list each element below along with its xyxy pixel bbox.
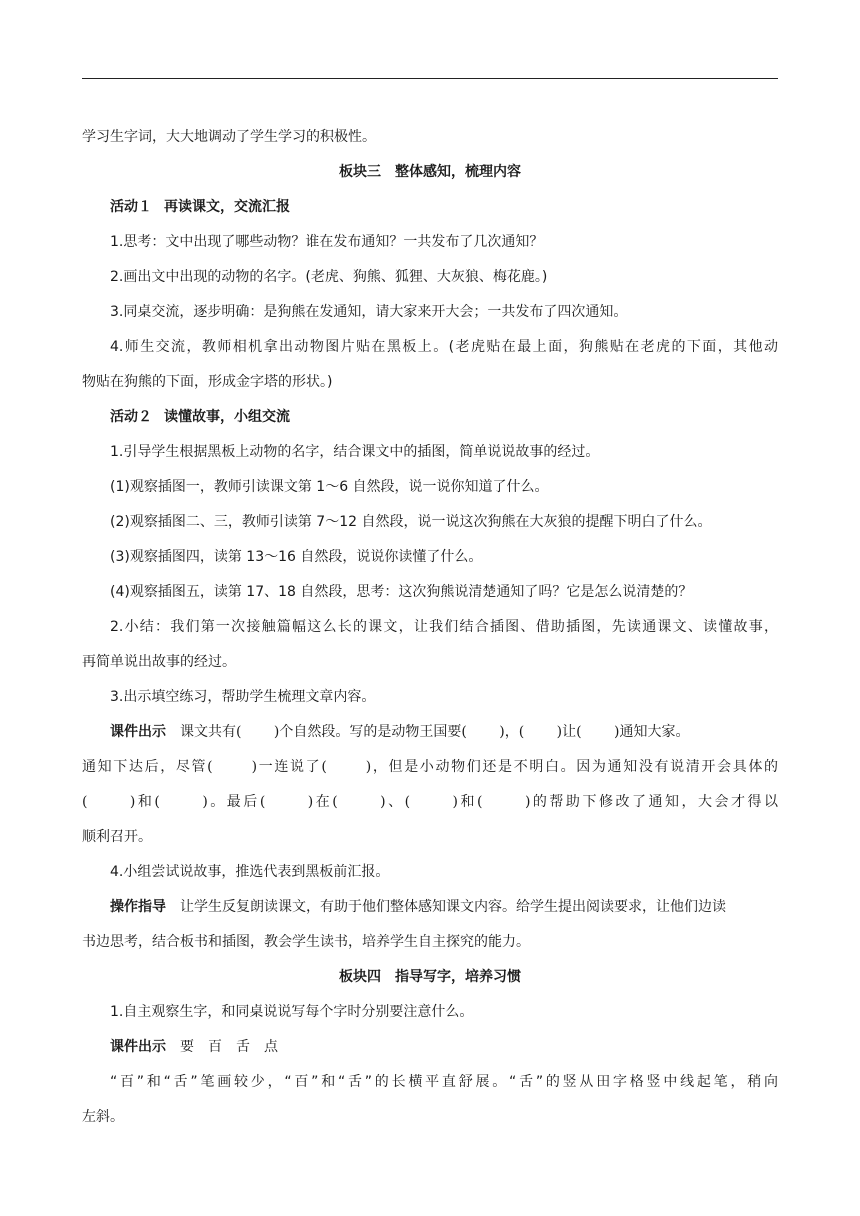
activity-two-item-3: 3.出示填空练习，帮助学生梳理文章内容。 xyxy=(110,689,376,705)
activity-one-title: 再读课文，交流汇报 xyxy=(164,199,290,215)
paragraph-continuation: 学习生字词，大大地调动了学生学习的积极性。 xyxy=(82,129,376,145)
activity-two-subitem-2: (2)观察插图二、三，教师引读第 7～12 自然段，说一说这次狗熊在大灰狼的提醒下明白了什么。 xyxy=(110,514,712,530)
activity-two-summary-line-2: 再简单说出故事的经过。 xyxy=(82,654,236,670)
activity-two-heading xyxy=(82,400,778,435)
activity-one-item-4-line-1: 4.师生交流，教师相机拿出动物图片贴在黑板上。(老虎贴在最上面，狗熊贴在老虎的下面，其他动 xyxy=(110,339,778,355)
courseware-characters-line xyxy=(82,1030,778,1065)
courseware-fill-line-3: ( )和( )。最后( )在( )、( )和( )的帮助下修改了通知，大会才得以 xyxy=(82,794,778,810)
activity-two-summary-line-1: 2.小结：我们第一次接触篇幅这么长的课文，让我们结合插图、借助插图，先读通课文、读懂故事， xyxy=(110,619,778,635)
section-four-heading: 板块四 指导写字，培养习惯 xyxy=(339,969,521,985)
activity-one-item-2: 2.画出文中出现的动物的名字。(老虎、狗熊、狐狸、大灰狼、梅花鹿。) xyxy=(110,269,548,285)
header-rule xyxy=(82,78,778,79)
courseware-label: 课件出示 xyxy=(110,724,166,740)
activity-one-item-1: 1.思考：文中出现了哪些动物？谁在发布通知？一共发布了几次通知？ xyxy=(110,234,544,250)
activity-two-item-4: 4.小组尝试说故事，推选代表到黑板前汇报。 xyxy=(110,864,390,880)
activity-one-heading xyxy=(82,190,778,225)
courseware-fill-line-1 xyxy=(82,715,778,750)
document-body xyxy=(82,120,778,1135)
courseware-fill-line-4: 顺利召开。 xyxy=(82,829,152,845)
section-three-heading: 板块三 整体感知，梳理内容 xyxy=(339,164,521,180)
courseware-characters: 要 百 舌 点 xyxy=(180,1039,278,1055)
activity-two-item-1: 1.引导学生根据黑板上动物的名字，结合课文中的插图，简单说说故事的经过。 xyxy=(110,444,600,460)
operation-guide-line-2: 书边思考，结合板书和插图，教会学生读书，培养学生自主探究的能力。 xyxy=(82,934,530,950)
courseware-fill-text-1: 课文共有( )个自然段。写的是动物王国要( )，( )让( )通知大家。 xyxy=(180,724,690,740)
activity-two-title: 读懂故事，小组交流 xyxy=(164,409,290,425)
activity-two-subitem-4: (4)观察插图五，读第 17、18 自然段，思考：这次狗熊说清楚通知了吗？它是怎么说清楚的？ xyxy=(110,584,693,600)
writing-note-line-2: 左斜。 xyxy=(82,1109,124,1125)
activity-two-subitem-1: (1)观察插图一，教师引读课文第 1～6 自然段，说一说你知道了什么。 xyxy=(110,479,549,495)
activity-two-label: 活动２ xyxy=(110,409,152,425)
operation-guide-label: 操作指导 xyxy=(110,899,166,915)
operation-guide-text-1: 让学生反复朗读课文，有助于他们整体感知课文内容。给学生提出阅读要求，让他们边读 xyxy=(180,899,726,915)
activity-two-subitem-3: (3)观察插图四，读第 13～16 自然段，说说你读懂了什么。 xyxy=(110,549,483,565)
courseware-fill-line-2: 通知下达后，尽管( )一连说了( )，但是小动物们还是不明白。因为通知没有说清开会具体的 xyxy=(82,759,778,775)
activity-one-label: 活动１ xyxy=(110,199,152,215)
activity-one-item-3: 3.同桌交流，逐步明确：是狗熊在发通知，请大家来开大会；一共发布了四次通知。 xyxy=(110,304,628,320)
operation-guide-line-1 xyxy=(82,890,778,925)
writing-note-line-1: “百”和“舌”笔画较少，“百”和“舌”的长横平直舒展。“舌”的竖从田字格竖中线起笔，稍向 xyxy=(110,1074,778,1090)
section-four-item-1: 1.自主观察生字，和同桌说说写每个字时分别要注意什么。 xyxy=(110,1004,474,1020)
courseware-label-2: 课件出示 xyxy=(110,1039,166,1055)
activity-one-item-4-line-2: 物贴在狗熊的下面，形成金字塔的形状。) xyxy=(82,374,333,390)
